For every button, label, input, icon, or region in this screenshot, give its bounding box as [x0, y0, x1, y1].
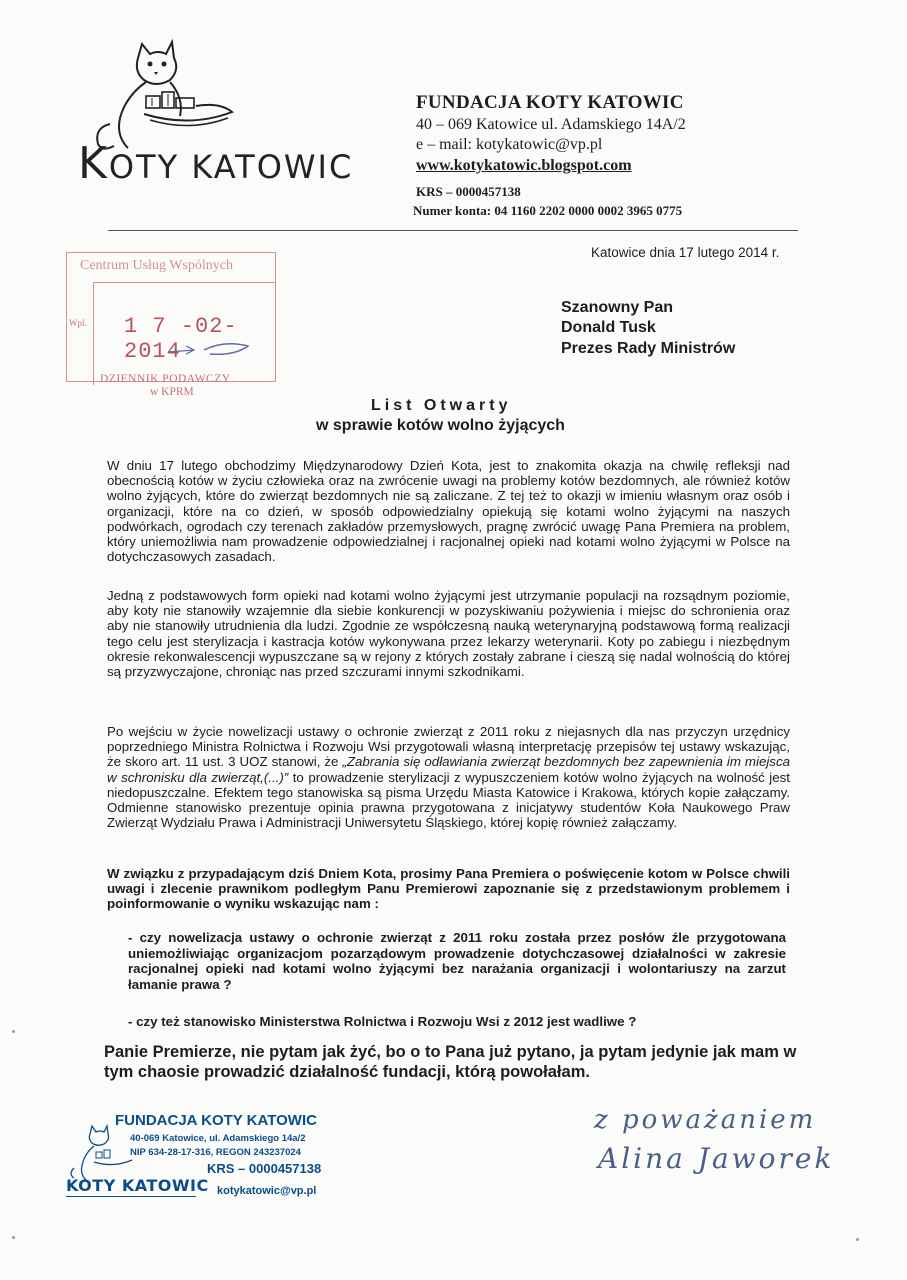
signature-regards: z poważaniem — [594, 1105, 817, 1135]
header-divider — [108, 230, 798, 231]
org-name: FUNDACJA KOTY KATOWIC — [416, 92, 684, 113]
stamp-wpl-label: Wpl. — [69, 318, 87, 328]
stamp-footer-line2: w KPRM — [150, 386, 194, 398]
scan-speck — [856, 1238, 859, 1241]
question-2: - czy też stanowisko Ministerstwa Rolnictwa i Rozwoju Wsi z 2012 jest wadliwe ? — [128, 1014, 637, 1029]
footer-stamp-krs: KRS – 0000457138 — [207, 1161, 322, 1176]
scan-speck — [12, 1236, 15, 1239]
received-stamp — [66, 252, 276, 400]
closing-statement: Panie Premierze, nie pytam jak żyć, bo o to Pana już pytano, ja pytam jedynie jak mam w tym chaosie prowadzić działalność fundacji, którą powołałam. — [104, 1043, 797, 1081]
paragraph-1: W dniu 17 lutego obchodzimy Międzynarodowy Dzień Kota, jest to znakomita okazja na chwilę refleksji nad obecnością kotów w życiu człowieka oraz na zwrócenie uwagi na problemy kotów bezdomnych, ale również kotów wolno żyjących, które do zwierząt bezdomnych nie są zaliczane. Z tej też to okazji w imieniu własnym oraz osób i organizacji, które na co dzień, w sposób odpowiedzialny opiekują się kotami wolno żyjącymi na naszych podwórkach, ogrodach czy terenach zakładów przemysłowych, pragnę zwrócić uwagę Pana Premiera na problem, który uniemożliwia nam prowadzenie odpowiedzialnej i racjonalnej opieki nad kotami wolno żyjącymi w Polsce na dotychczasowych zasadach. — [107, 458, 790, 565]
scan-speck — [12, 1030, 15, 1033]
paragraph-2: Jedną z podstawowych form opieki nad kotami wolno żyjącymi jest utrzymanie populacji na rozsądnym poziomie, aby koty nie stanowiły wzajemnie dla siebie konkurencji w pozyskiwaniu pożywienia i miejsc do schronienia oraz aby nie stanowiły utrudnienia dla ludzi. Zgodnie ze współczesną nauką weterynaryjną podstawową formą realizacji tego celu jest sterylizacja i kastracja kotów wykonywana przez lekarzy weterynarii. Koty po zabiegu i niezbędnym okresie rekonwalescencji wypuszczane są w rejony z których zostały zabrane i cieszą się nadal wolnością do której są przyzwyczajone, chroniąc nas przed szczurami innymi szkodnikami. — [107, 588, 790, 680]
org-website-link[interactable]: www.kotykatowic.blogspot.com — [416, 157, 632, 174]
footer-stamp-email: kotykatowic@vp.pl — [217, 1185, 317, 1197]
footer-stamp-address: 40-069 Katowice, ul. Adamskiego 14a/2 — [130, 1133, 306, 1144]
question-1: - czy nowelizacja ustawy o ochronie zwierząt z 2011 roku została przez posłów źle przygotowana uniemożliwiając organizacjom pozarządowym prowadzenie dotychczasowej działalności w zakresie racjonalnej opieki nad kotami wolno żyjącymi bez narażania organizacji i wolontariuszy na zarzut łamanie prawa ? — [128, 930, 786, 992]
logo-wordmark: KOTY KATOWIC — [78, 138, 354, 189]
footer-cat-logo-drawing — [66, 1124, 136, 1184]
org-account-number: Numer konta: 04 1160 2202 0000 0002 3965 0775 — [413, 203, 683, 218]
law-quote: „Zabrania się odławiania zwierząt bezdomnych bez zapewnienia im miejsca w schronisku dla zwierząt,(...)” — [107, 754, 790, 785]
recipient-name: Donald Tusk — [561, 319, 656, 336]
letter-date: Katowice dnia 17 lutego 2014 r. — [591, 245, 780, 260]
signature-name: Alina Jaworek — [598, 1142, 835, 1175]
letter-title: List Otwarty — [371, 397, 512, 414]
org-krs: KRS – 0000457138 — [416, 184, 521, 199]
footer-stamp-nip: NIP 634-28-17-316, REGON 243237024 — [130, 1147, 301, 1158]
letter-subtitle: w sprawie kotów wolno żyjących — [316, 417, 565, 434]
paragraph-4-request: W związku z przypadającym dziś Dniem Kota, prosimy Pana Premiera o poświęcenie kotom w Polsce chwili uwagi i zlecenie prawnikom podległym Panu Premierowi zapoznanie się z przedstawionym problemem i poinformowanie o wyniku wskazując nam : — [107, 866, 790, 912]
stamp-footer-line1: DZIENNIK PODAWCZY — [100, 373, 231, 385]
org-address: 40 – 069 Katowice ul. Adamskiego 14A/2 — [416, 116, 686, 133]
stamp-date: 1 7 -02- 2014 — [124, 314, 238, 364]
recipient-title: Prezes Rady Ministrów — [561, 340, 736, 357]
paragraph-3: Po wejściu w życie nowelizacji ustawy o ochronie zwierząt z 2011 roku z niejasnych dla nas przyczyn urzędnicy poprzedniego Ministra Rolnictwa i Rozwoju Wsi przygotowali własną interpretację przepisów tej ustawy wskazując, że skoro art. 11 ust. 3 UOZ stanowi, że „Zabrania się odławiania zwierząt bezdomnych bez zapewnienia im miejsca w schronisku dla zwierząt,(...)” to prowadzenie sterylizacji z wypuszczeniem kotów wolno żyjących na wolność jest niedopuszczalne. Efektem tego stanowiska są pisma Urzędu Miasta Katowice i Krakowa, których kopie załączamy. Odmienne stanowisko prezentuje opinia prawna przygotowana z inicjatywy studentów Koła Naukowego Praw Zwierząt Wydziału Prawa i Administracji Uniwersytetu Śląskiego, której kopię również załączamy. — [107, 724, 790, 831]
org-email: e – mail: kotykatowic@vp.pl — [416, 136, 603, 153]
stamp-title: Centrum Usług Wspólnych — [80, 258, 233, 273]
footer-stamp-logo-wordmark: KOTY KATOWIC — [66, 1176, 209, 1195]
recipient-salutation: Szanowny Pan — [561, 299, 674, 316]
stamp-initials-scribble — [164, 340, 254, 358]
footer-stamp-underline — [66, 1196, 196, 1197]
footer-stamp-org: FUNDACJA KOTY KATOWIC — [115, 1112, 317, 1129]
